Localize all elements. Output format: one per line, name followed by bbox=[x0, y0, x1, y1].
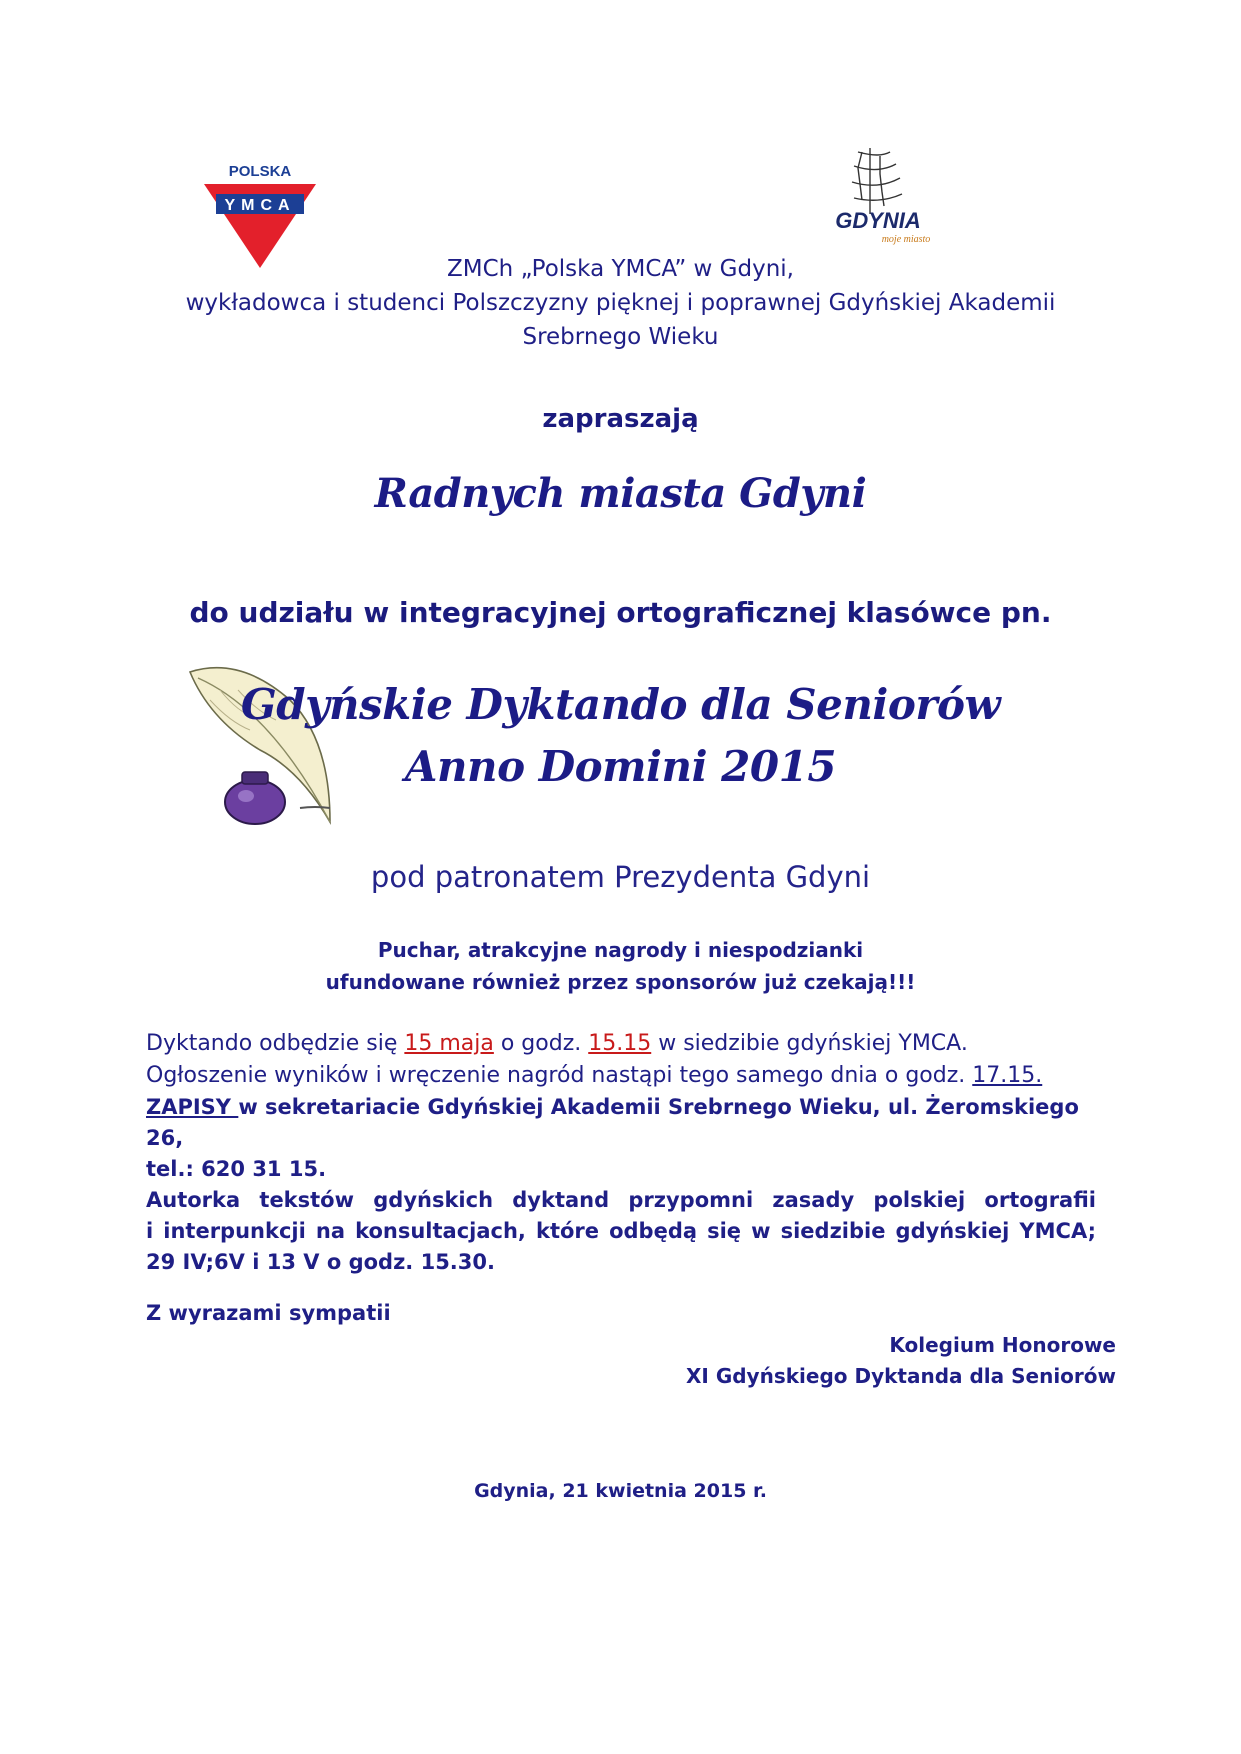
event-date: 15 maja bbox=[404, 1031, 494, 1056]
organizers-line-1: ZMCh „Polska YMCA” w Gdyni, bbox=[447, 256, 794, 282]
invited-guests: Radnych miasta Gdyni bbox=[374, 470, 867, 517]
signature-line-1: Kolegium Honorowe bbox=[889, 1333, 1116, 1357]
details-date-prefix: Dyktando odbędzie się bbox=[146, 1031, 405, 1056]
details-consult-line-1: Autorka tekstów gdyńskich dyktand przypomni zasady polskiej ortografii bbox=[146, 1188, 1096, 1212]
details-venue: w siedzibie gdyńskiej YMCA. bbox=[651, 1031, 968, 1056]
signup-address: w sekretariacie Gdyńskiej Akademii Srebrnego Wieku, ul. Żeromskiego 26, bbox=[146, 1095, 1079, 1150]
invite-verb: zapraszają bbox=[542, 404, 699, 434]
organizers-line-3: Srebrnego Wieku bbox=[522, 324, 719, 350]
patronage-line: pod patronatem Prezydenta Gdyni bbox=[370, 860, 871, 894]
event-details bbox=[146, 1028, 1096, 1278]
results-text: Ogłoszenie wyników i wręczenie nagród nastąpi tego samego dnia o godz. bbox=[146, 1063, 973, 1088]
gdynia-logo bbox=[818, 144, 938, 254]
signature-line-2: XI Gdyńskiego Dyktanda dla Seniorów bbox=[686, 1364, 1116, 1388]
details-results-line bbox=[146, 1060, 1096, 1092]
organizers-line-2: wykładowca i studenci Polszczyzny pięknej i poprawnej Gdyńskiej Akademii bbox=[185, 290, 1056, 316]
place-and-date: Gdynia, 21 kwietnia 2015 r. bbox=[474, 1480, 767, 1502]
signup-link[interactable]: ZAPISY bbox=[146, 1095, 239, 1119]
event-title-line-1: Gdyńskie Dyktando dla Seniorów bbox=[240, 680, 1001, 729]
gdynia-logo-tagline: moje miasto bbox=[881, 234, 931, 245]
ymca-logo-letters: YMCA bbox=[224, 197, 296, 214]
gdynia-logo-image bbox=[818, 144, 938, 254]
event-title-line-2: Anno Domini 2015 bbox=[404, 742, 837, 791]
details-date-line bbox=[146, 1028, 1096, 1060]
signature bbox=[686, 1330, 1116, 1392]
prizes-line-1: Puchar, atrakcyjne nagrody i niespodzianki bbox=[377, 938, 864, 962]
organizers-header bbox=[0, 252, 1241, 354]
ymca-logo-top-text: POLSKA bbox=[228, 163, 292, 180]
details-phone-line: tel.: 620 31 15. bbox=[146, 1157, 327, 1181]
details-consult-line-2: i interpunkcji na konsultacjach, które odbędą się w siedzibie gdyńskiej YMCA; bbox=[146, 1219, 1096, 1243]
details-signup-line bbox=[146, 1092, 1096, 1154]
event-time: 15.15 bbox=[588, 1031, 652, 1056]
details-time-prefix: o godz. bbox=[493, 1031, 589, 1056]
prizes-line-2: ufundowane również przez sponsorów już czekają!!! bbox=[325, 970, 916, 994]
prizes-note bbox=[0, 934, 1241, 998]
details-consult-line-3: 29 IV;6V i 13 V o godz. 15.30. bbox=[146, 1250, 495, 1274]
closing-greeting: Z wyrazami sympatii bbox=[146, 1301, 391, 1325]
purpose-line: do udziału w integracyjnej ortograficznej klasówce pn. bbox=[189, 596, 1052, 629]
results-time: 17.15. bbox=[972, 1063, 1043, 1088]
gdynia-logo-name: GDYNIA bbox=[835, 208, 921, 233]
